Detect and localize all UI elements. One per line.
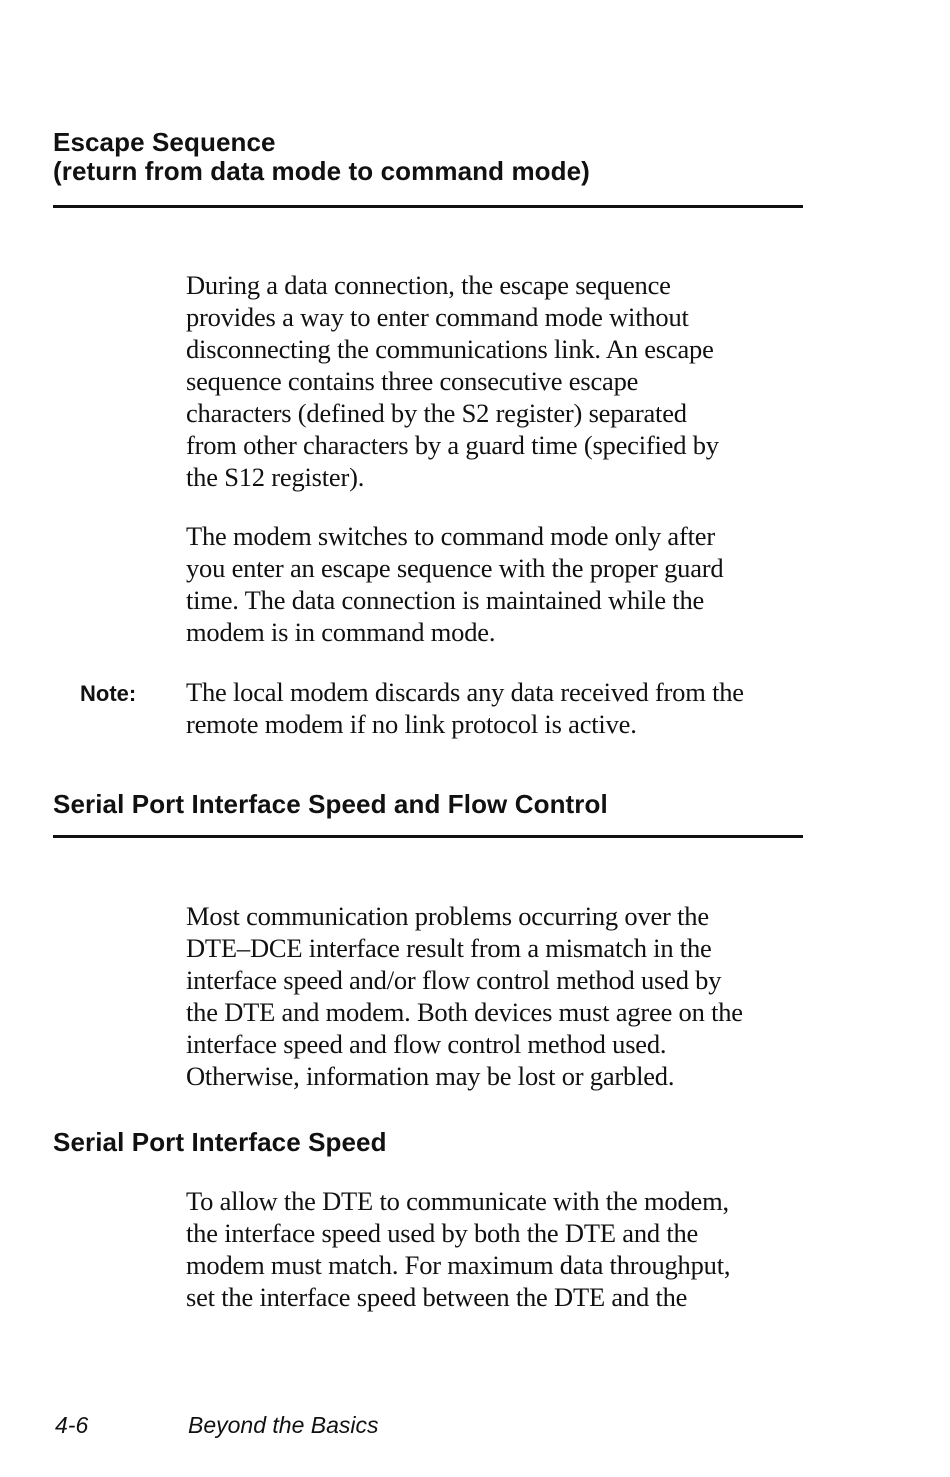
text-line: provides a way to enter command mode without — [186, 302, 689, 332]
section-heading-escape-sequence — [53, 128, 590, 186]
text-line: modem must match. For maximum data throughput, — [186, 1250, 731, 1280]
text-line: time. The data connection is maintained while the — [186, 585, 705, 615]
text-line: interface speed and/or flow control method used by — [186, 965, 722, 995]
text-line: The local modem discards any data received from the — [186, 677, 744, 707]
heading-line: Serial Port Interface Speed — [53, 1127, 387, 1157]
page-number: 4-6 — [55, 1412, 89, 1438]
text-line: the S12 register). — [186, 462, 365, 492]
heading-line: Escape Sequence — [53, 127, 276, 157]
text-line: Most communication problems occurring over the — [186, 901, 709, 931]
section-divider — [53, 205, 803, 208]
text-line: the DTE and modem. Both devices must agree on the — [186, 997, 743, 1027]
section-heading-interface-speed — [53, 1128, 387, 1157]
section-divider — [53, 835, 803, 838]
note-label: Note: — [80, 681, 137, 706]
text-line: To allow the DTE to communicate with the modem, — [186, 1186, 729, 1216]
text-line: interface speed and flow control method used. — [186, 1029, 667, 1059]
note-text — [186, 676, 811, 740]
section-heading-speed-flow-control — [53, 790, 608, 819]
text-line: Otherwise, information may be lost or garbled. — [186, 1061, 675, 1091]
text-line: The modem switches to command mode only after — [186, 521, 715, 551]
text-line: modem is in command mode. — [186, 617, 496, 647]
text-line: set the interface speed between the DTE and the — [186, 1282, 688, 1312]
heading-line: Serial Port Interface Speed and Flow Control — [53, 789, 608, 819]
paragraph-communication-problems — [186, 900, 811, 1092]
paragraph-escape-intro — [186, 269, 811, 493]
chapter-title: Beyond the Basics — [188, 1412, 379, 1438]
paragraph-interface-speed — [186, 1185, 811, 1313]
paragraph-command-mode — [186, 520, 811, 648]
text-line: characters (defined by the S2 register) separated — [186, 398, 687, 428]
text-line: disconnecting the communications link. An escape — [186, 334, 714, 364]
text-line: you enter an escape sequence with the proper guard — [186, 553, 724, 583]
text-line: sequence contains three consecutive escape — [186, 366, 639, 396]
text-line: from other characters by a guard time (specified by — [186, 430, 719, 460]
heading-line: (return from data mode to command mode) — [53, 156, 590, 186]
text-line: During a data connection, the escape sequence — [186, 270, 671, 300]
text-line: remote modem if no link protocol is active. — [186, 709, 637, 739]
text-line: the interface speed used by both the DTE and the — [186, 1218, 699, 1248]
text-line: DTE–DCE interface result from a mismatch in the — [186, 933, 712, 963]
